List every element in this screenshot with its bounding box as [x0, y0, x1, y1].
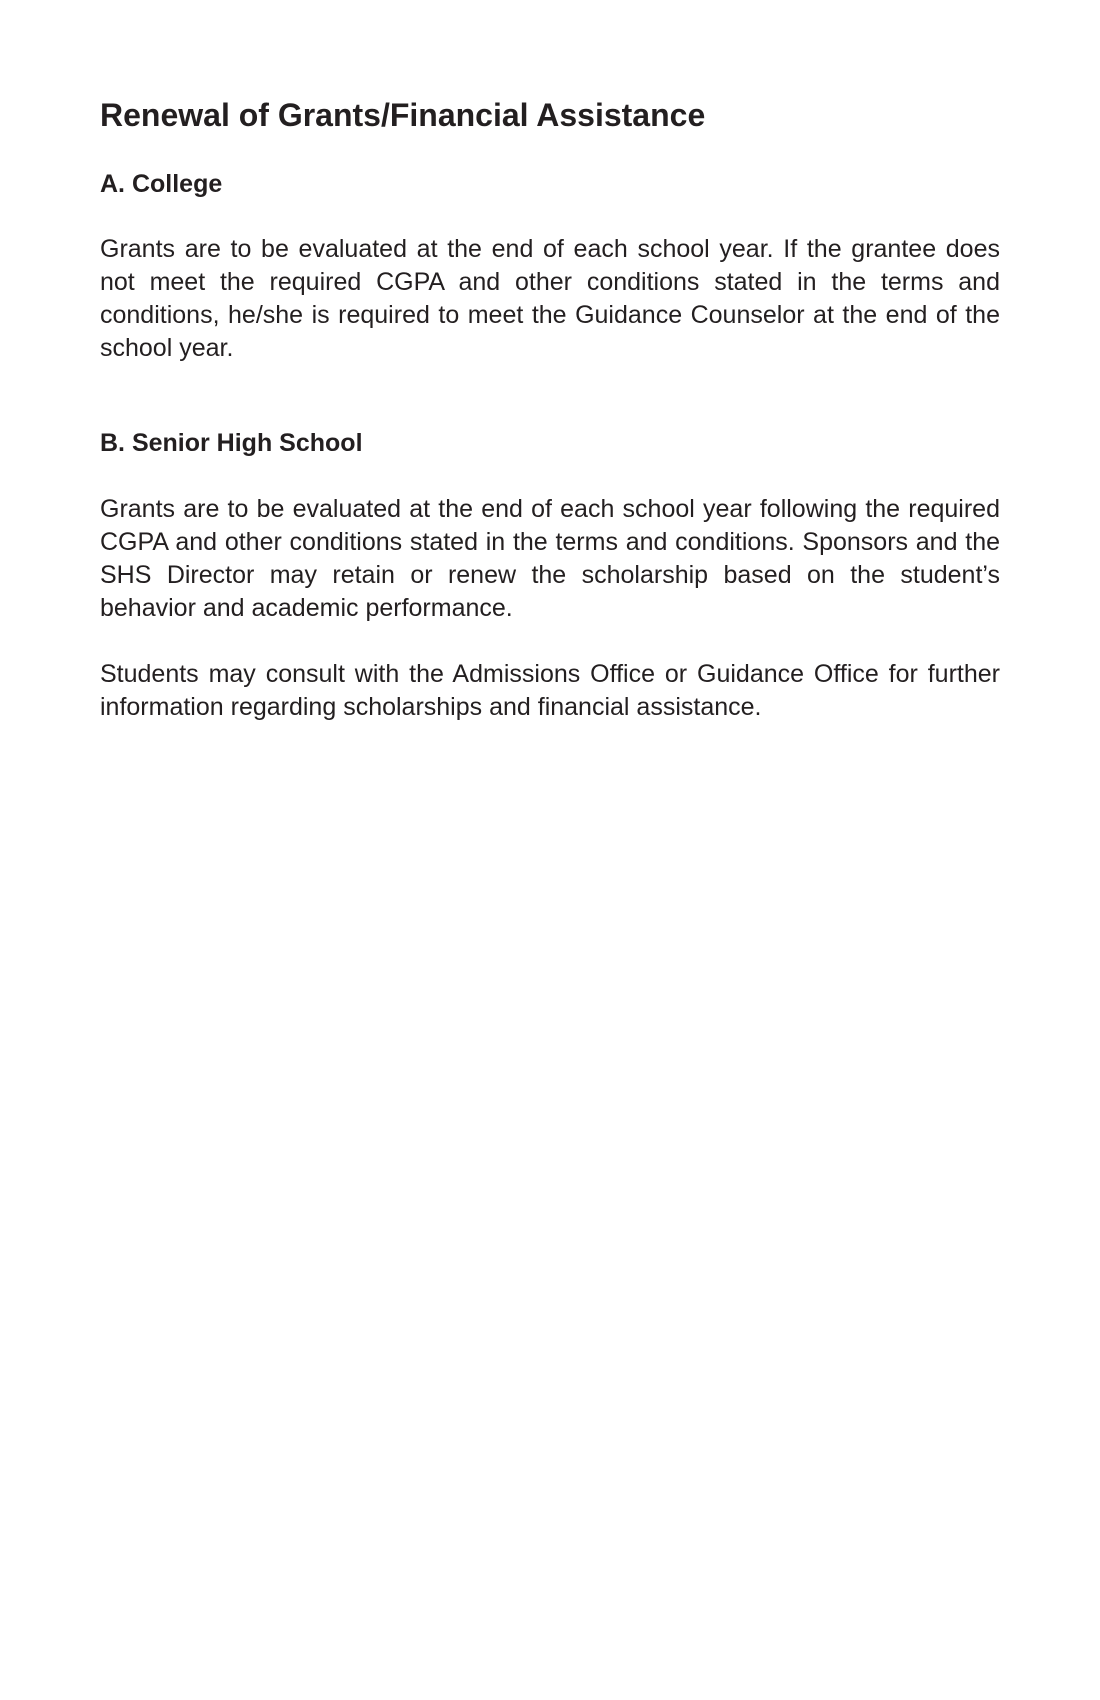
document-page — [100, 96, 1000, 724]
section-heading-senior-high-school: B. Senior High School — [100, 429, 363, 458]
section-heading-college: A. College — [100, 170, 223, 199]
senior-high-paragraph: Grants are to be evaluated at the end of each school year following the required CGPA and other conditions stated in the terms and conditions. Sponsors and the SHS Director may retain or renew the scholarship based on the student’s behavior and academic performance. — [100, 495, 1000, 623]
college-paragraph: Grants are to be evaluated at the end of each school year. If the grantee does not meet the required CGPA and other conditions stated in the terms and conditions, he/she is required to meet the Guidance Counselor at the end of the school year. — [100, 235, 1000, 363]
page-title: Renewal of Grants/Financial Assistance — [100, 97, 706, 133]
section-senior-high-school — [100, 428, 1000, 724]
section-college — [100, 169, 1000, 365]
consultation-paragraph: Students may consult with the Admissions Office or Guidance Office for further information regarding scholarships and financial assistance. — [100, 660, 1000, 722]
